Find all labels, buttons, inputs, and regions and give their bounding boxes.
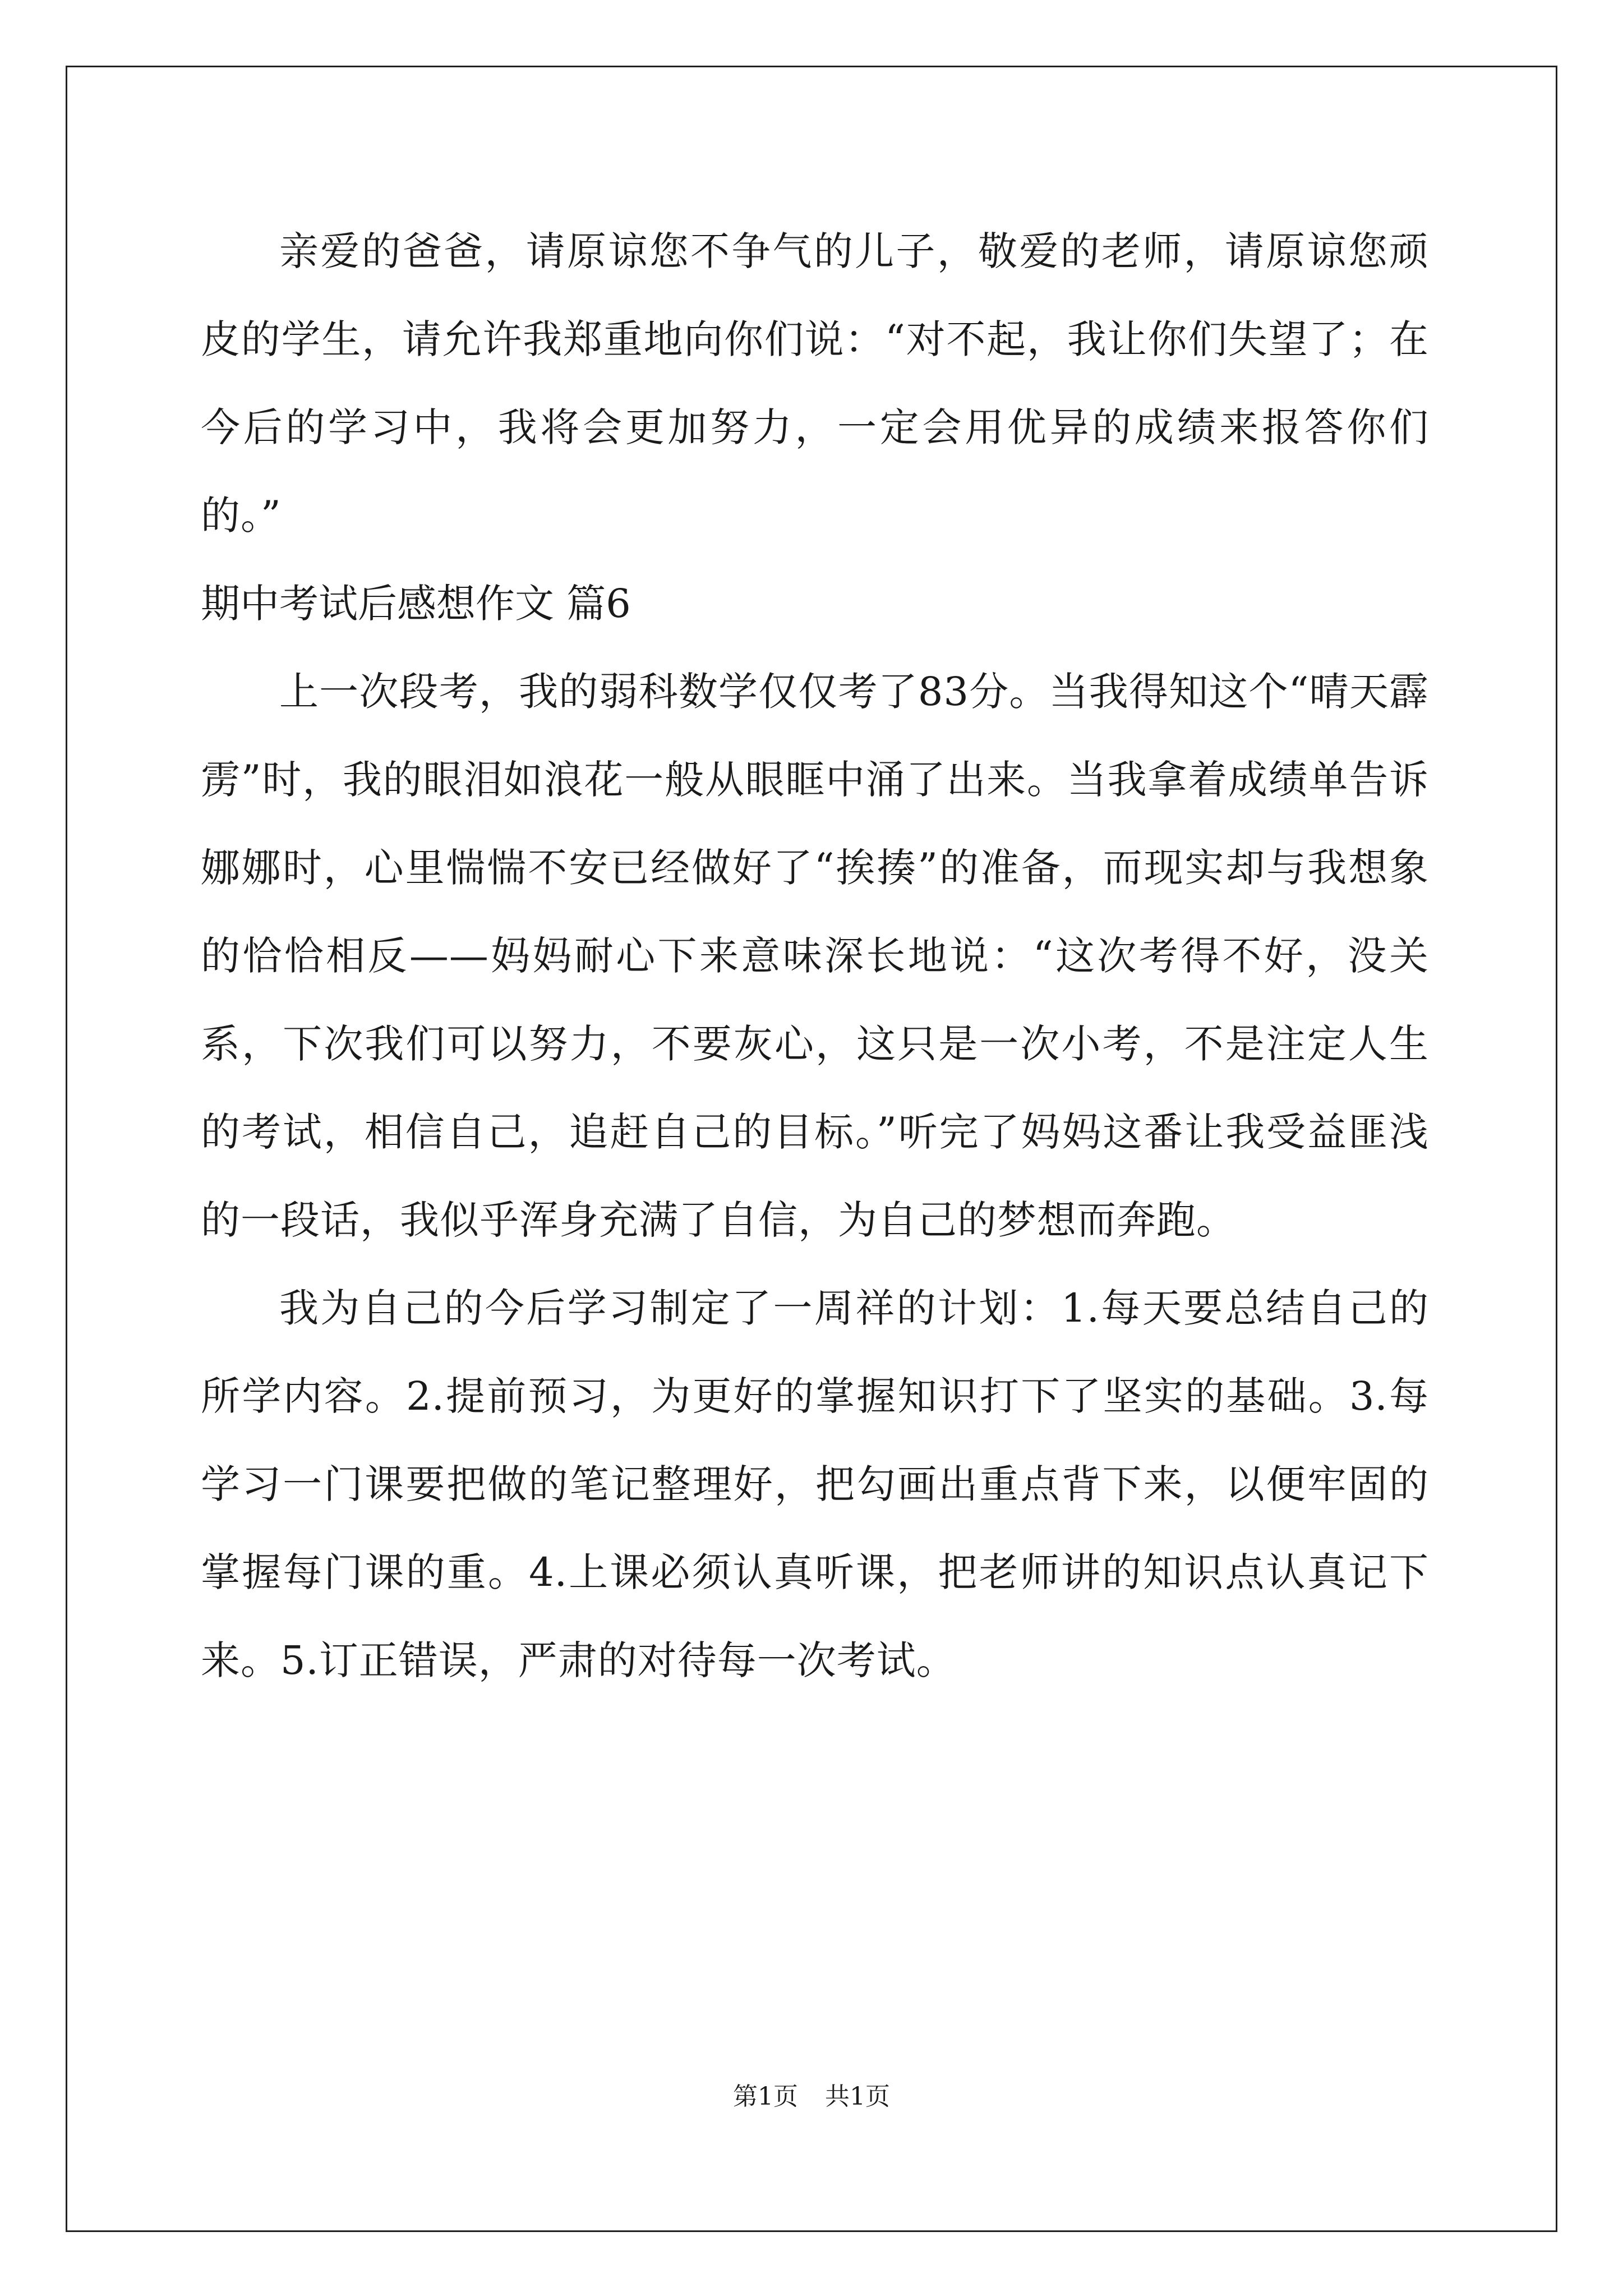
paragraph-exam-story: 上一次段考，我的弱科数学仅仅考了83分。当我得知这个“晴天霹雳”时，我的眼泪如浪花一般从眼眶中涌了出来。当我拿着成绩单告诉娜娜时，心里惴惴不安已经做好了“挨揍”的准备，而现实却与我想象的恰恰相反——妈妈耐心下来意味深长地说：“这次考得不好，没关系，下次我们可以努力，不要灰心，这只是一次小考，不是注定人生的考试，相信自己，追赶自己的目标。”听完了妈妈这番让我受益匪浅的一段话，我似乎浑身充满了自信，为自己的梦想而奔跑。 xyxy=(201,669,1429,1243)
paragraph-study-plan: 我为自己的今后学习制定了一周祥的计划：1.每天要总结自己的所学内容。2.提前预习，为更好的掌握知识打下了坚实的基础。3.每学习一门课要把做的笔记整理好，把勾画出重点背下来，以便牢固的掌握每门课的重。4.上课必须认真听课，把老师讲的知识点认真记下来。5.订正错误，严肃的对待每一次考试。 xyxy=(201,1285,1429,1683)
document-body xyxy=(201,208,1429,1705)
paragraph-apology: 亲爱的爸爸，请原谅您不争气的儿子，敬爱的老师，请原谅您顽皮的学生，请允许我郑重地向你们说：“对不起，我让你们失望了；在今后的学习中，我将会更加努力，一定会用优异的成绩来报答你们的。” xyxy=(201,228,1429,539)
page-footer xyxy=(0,2080,1623,2114)
section-heading: 期中考试后感想作文 篇6 xyxy=(201,581,631,627)
page-number-current: 第1页 xyxy=(733,2082,798,2111)
page-number-total: 共1页 xyxy=(825,2082,890,2111)
